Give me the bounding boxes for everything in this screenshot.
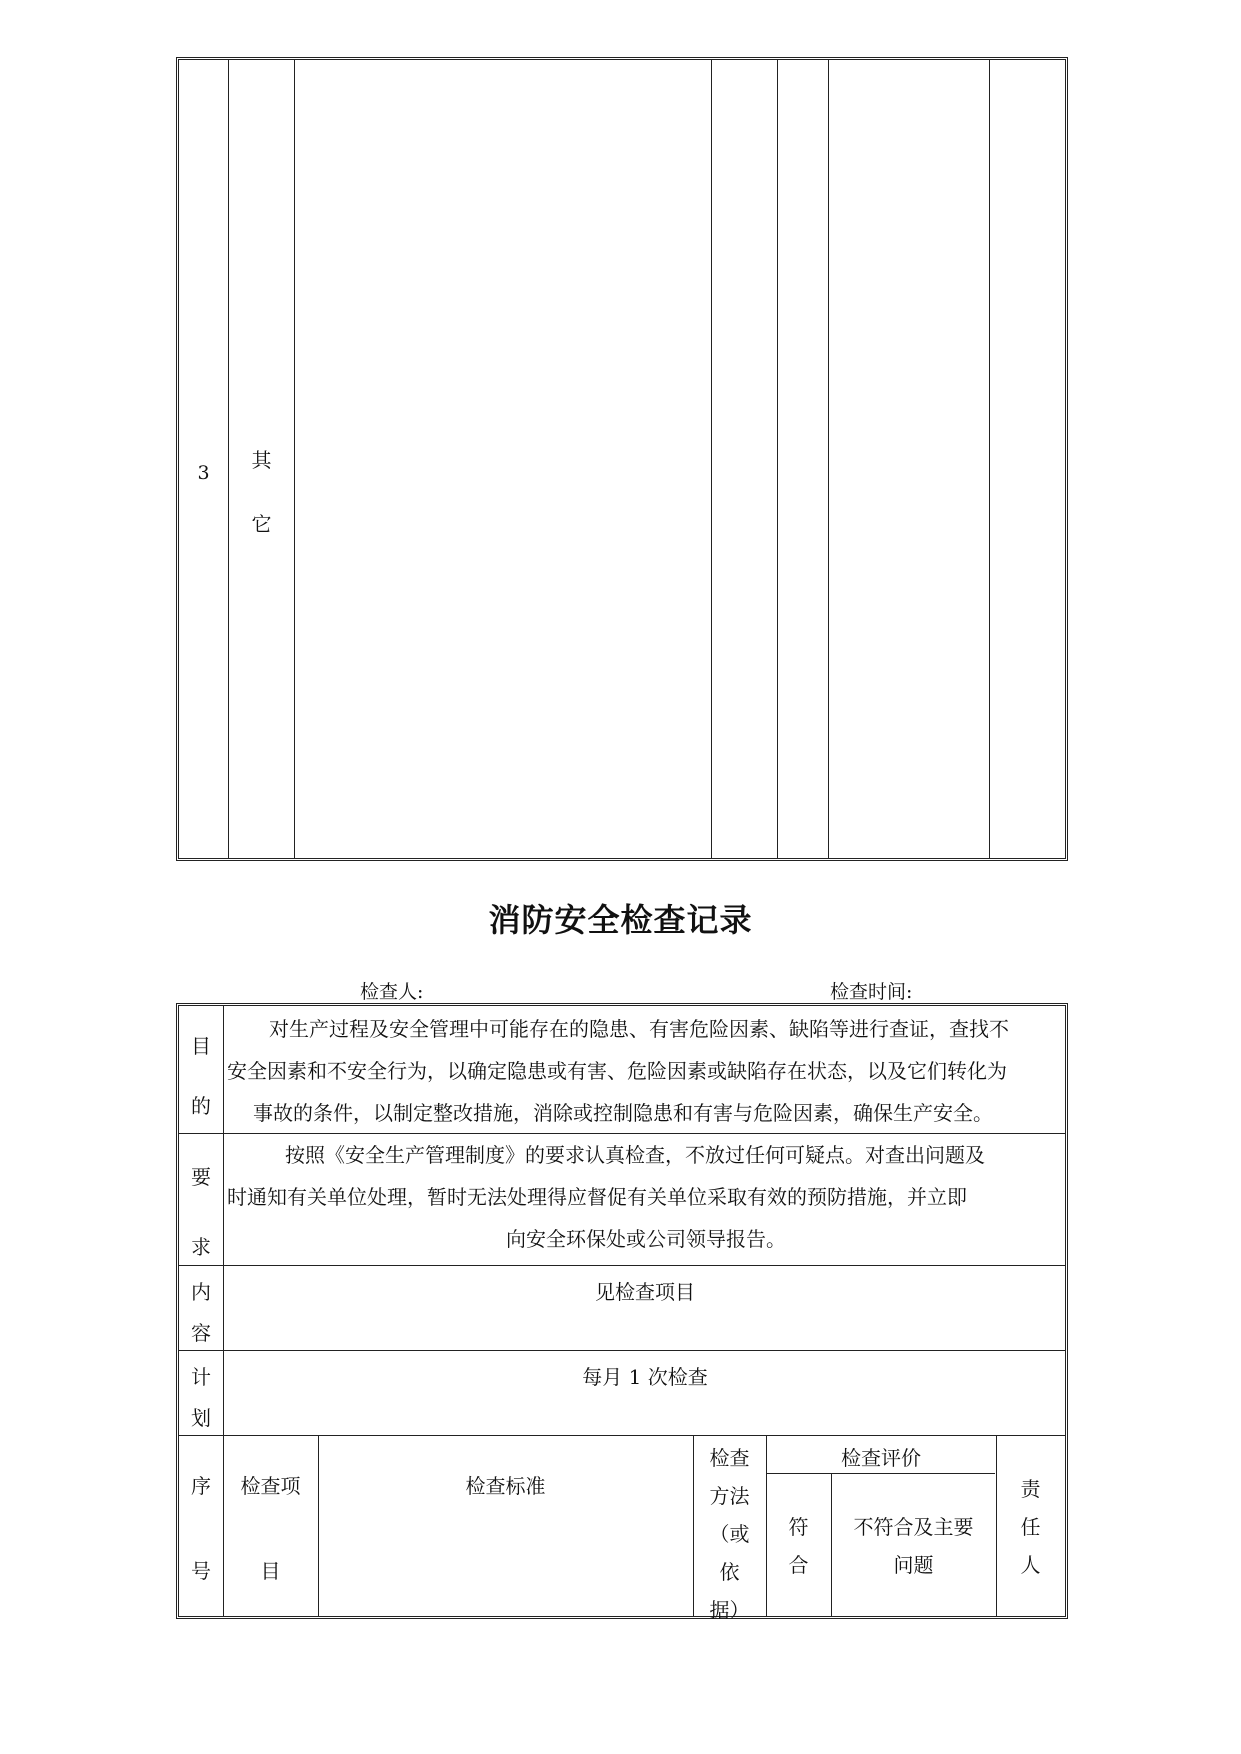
- standard-column: [295, 60, 712, 858]
- header-method: [693, 1439, 766, 1629]
- continued-check-table: [176, 57, 1068, 861]
- evaluation-divider: [766, 1473, 995, 1474]
- header-item-2: 目: [260, 1559, 281, 1583]
- header-standard: 检查标准: [465, 1474, 546, 1498]
- conform-column: [778, 60, 829, 858]
- header-owner: [996, 1470, 1065, 1584]
- plan-label-2: 划: [191, 1406, 211, 1430]
- requirement-label-1: 要: [191, 1165, 211, 1189]
- header-method-5: 据）: [709, 1598, 750, 1622]
- header-nonconform-1: 不符合及主要: [853, 1515, 974, 1539]
- header-owner-1: 责: [1020, 1477, 1041, 1501]
- content-text: 见检查项目: [595, 1280, 695, 1304]
- requirement-line-3: 向安全环保处或公司领导报告。: [506, 1227, 786, 1251]
- plan-label-1: 计: [191, 1365, 211, 1389]
- plan-text: 每月 1 次检查: [582, 1365, 708, 1389]
- header-evaluation: 检查评价: [841, 1446, 921, 1470]
- requirement-label-2: 求: [191, 1235, 211, 1259]
- header-nonconform-2: 问题: [893, 1553, 934, 1577]
- row-divider: [179, 1435, 1065, 1436]
- purpose-line-1: 对生产过程及安全管理中可能存在的隐患、有害危险因素、缺陷等进行查证，查找不: [269, 1017, 1009, 1041]
- header-item-1: 检查项: [240, 1474, 301, 1498]
- row-divider: [179, 1265, 1065, 1266]
- header-seq-1: 序: [191, 1474, 211, 1498]
- header-conform-1: 符: [788, 1515, 809, 1539]
- content-label-2: 容: [191, 1321, 211, 1345]
- requirement-line-1: 按照《安全生产管理制度》的要求认真检查，不放过任何可疑点。对查出问题及: [285, 1143, 985, 1167]
- header-method-3: （或: [709, 1522, 750, 1546]
- inspector-label: 检查人:: [360, 981, 424, 1003]
- header-conform: [766, 1508, 831, 1584]
- row-seq-number: 3: [197, 462, 210, 484]
- purpose-line-2: 安全因素和不安全行为，以确定隐患或有害、危险因素或缺陷存在状态，以及它们转化为: [227, 1059, 1007, 1083]
- seq-column: [179, 60, 229, 858]
- purpose-label-2: 的: [191, 1094, 211, 1118]
- purpose-label-1: 目: [191, 1034, 211, 1058]
- nonconform-column: [829, 60, 990, 858]
- header-method-4: 依: [719, 1560, 740, 1584]
- item-char-2: 它: [251, 512, 272, 536]
- purpose-line-3: 事故的条件，以制定整改措施，消除或控制隐患和有害与危险因素，确保生产安全。: [253, 1101, 993, 1125]
- header-method-2: 方法: [709, 1484, 750, 1508]
- header-method-1: 检查: [709, 1446, 750, 1470]
- header-nonconform: [831, 1508, 996, 1584]
- header-seq-2: 号: [191, 1559, 211, 1583]
- row-item-label: [229, 428, 294, 556]
- header-owner-2: 任: [1020, 1515, 1041, 1539]
- inspect-time-label: 检查时间:: [830, 981, 913, 1003]
- label-divider: [223, 1006, 224, 1435]
- requirement-line-2: 时通知有关单位处理，暂时无法处理得应督促有关单位采取有效的预防措施，并立即: [227, 1185, 967, 1209]
- header-divider: [318, 1435, 319, 1616]
- content-label-1: 内: [191, 1280, 211, 1304]
- method-column: [712, 60, 778, 858]
- header-conform-2: 合: [788, 1553, 809, 1577]
- header-owner-3: 人: [1020, 1553, 1041, 1577]
- header-divider: [223, 1435, 224, 1616]
- row-divider: [179, 1350, 1065, 1351]
- item-char-1: 其: [251, 448, 272, 472]
- inspection-form-table: [176, 1003, 1068, 1622]
- page-title: 消防安全检查记录: [488, 901, 753, 939]
